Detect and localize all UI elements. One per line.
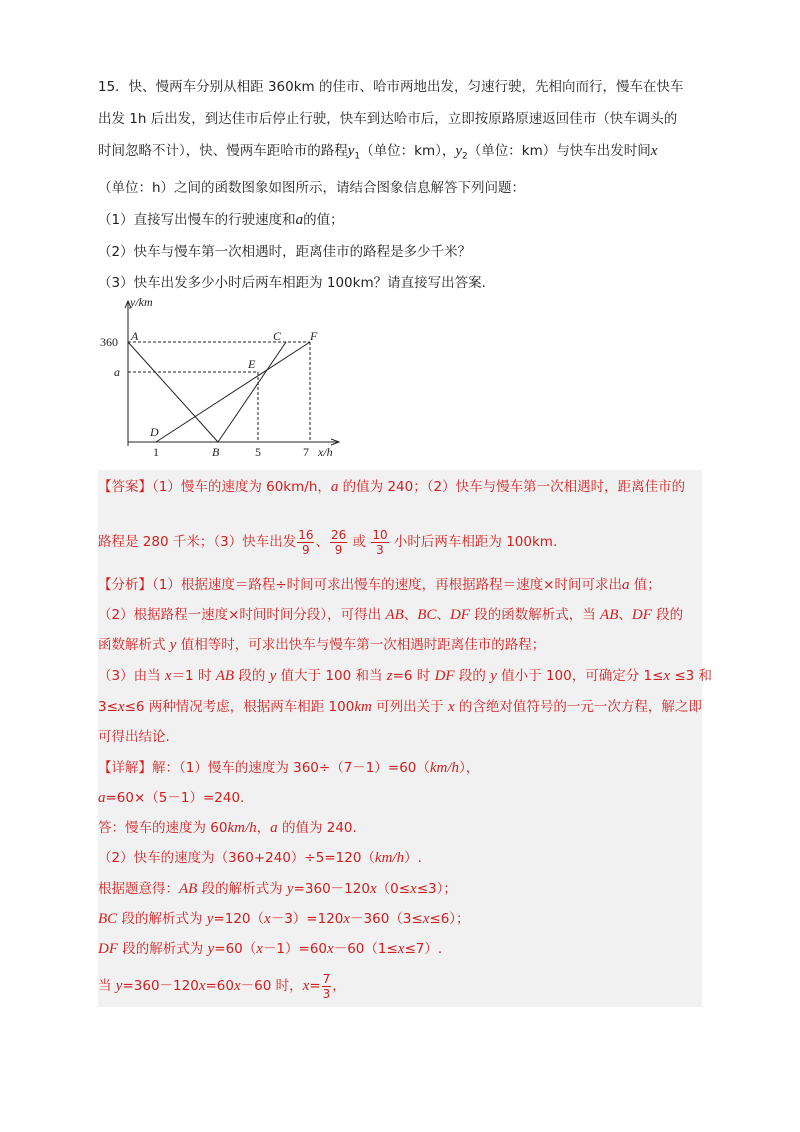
text: （1）慢车的速度为 60km/h，: [152, 479, 331, 495]
x-tick-1: 1: [153, 445, 159, 459]
text: 、: [315, 534, 329, 550]
text: =360－120: [122, 978, 199, 994]
question-line-2: 出发 1h 后出发，到达佳市后停止行驶，快车到达哈市后，立即按原路原速返回佳市（快车调头的: [98, 110, 678, 127]
point-A: A: [131, 329, 139, 343]
var: x: [369, 881, 377, 897]
answer-tag: 【答案】: [98, 479, 152, 495]
unit: km/h: [429, 760, 460, 776]
var: x: [422, 911, 430, 927]
detail-line-7: [98, 939, 442, 959]
var: DF: [98, 941, 118, 957]
question-block: [98, 72, 702, 300]
text: 的值；: [303, 211, 344, 228]
fraction-7-3: [322, 972, 332, 1001]
var: x: [397, 941, 405, 957]
var: BC: [98, 911, 118, 927]
y-axis-label: y/km: [130, 295, 153, 309]
var: x: [447, 699, 455, 715]
point-B: B: [212, 445, 220, 459]
question-line-6: （2）快车与慢车第一次相遇时，距离佳市的路程是多少千米？: [98, 243, 472, 260]
y-tick-360: 360: [100, 335, 118, 349]
y-tick-a: a: [114, 365, 120, 379]
answer-line-1: [98, 477, 685, 497]
text: 3≤: [98, 699, 118, 715]
text: 当: [98, 978, 116, 994]
text: 或: [348, 534, 371, 550]
x-axis-label: x/h: [318, 445, 333, 459]
text: （单位：km）与快车出发时间: [467, 142, 651, 159]
text: ≤7）.: [404, 941, 443, 957]
text: －60（1≤: [333, 941, 398, 957]
point-E: E: [248, 357, 256, 371]
text: （单位：km），: [360, 142, 456, 159]
var: x: [117, 699, 125, 715]
denominator: 3: [322, 986, 331, 1001]
text: 值小于 100，可确定分 1≤: [496, 668, 664, 684]
analysis-line-2: [98, 605, 683, 625]
function-graph: [100, 295, 358, 462]
text: 路程是 280 千米；（3）快车出发: [98, 534, 297, 550]
denominator: 9: [334, 542, 343, 557]
var-a: a: [295, 211, 304, 228]
text: 小时后两车相距为 100km.: [389, 534, 558, 550]
text: =60: [205, 978, 234, 994]
text: －60 时，: [240, 978, 303, 994]
sub-2: 2: [462, 151, 468, 162]
text: 、: [403, 607, 418, 623]
x-tick-5: 5: [255, 445, 261, 459]
text: （1）直接写出慢车的行驶速度和: [98, 211, 296, 228]
unit: km/h: [227, 820, 257, 836]
analysis-line-5: [98, 697, 702, 717]
point-F: F: [310, 329, 318, 343]
text: （2）根据路程一速度×时间时间分段），可得出: [98, 607, 386, 623]
var: x: [343, 911, 351, 927]
text: 值；: [629, 577, 661, 593]
var: DF: [434, 668, 455, 684]
question-line-1: 15．快、慢两车分别从相距 360km 的佳市、哈市两地出发，匀速行驶，先相向而行，慢车在快车: [98, 79, 684, 95]
sub-1: 1: [354, 151, 361, 162]
var: y: [207, 941, 215, 957]
var: BC: [417, 607, 437, 623]
text: ≤3）；: [416, 881, 457, 897]
text: =60×（5－1）=240.: [105, 790, 245, 806]
detail-line-2: [98, 788, 244, 808]
var: x: [234, 978, 241, 994]
unit: km/h: [374, 850, 405, 866]
analysis-line-1: [98, 575, 661, 595]
text: 、: [618, 607, 632, 623]
fraction-26-9: [330, 528, 347, 557]
text: ≤6）；: [429, 911, 470, 927]
text: 的含绝对值符号的一元一次方程，解之即: [454, 699, 702, 715]
var: y: [115, 978, 123, 994]
var: y: [490, 668, 497, 684]
text: 解：（1）慢车的速度为 360÷（7－1）=60（: [152, 760, 430, 776]
var-a: a: [330, 479, 339, 495]
text: 可列出关于: [371, 699, 448, 715]
var: z: [386, 668, 393, 684]
point-C: C: [273, 329, 282, 343]
question-line-5: [98, 205, 702, 237]
question-line-3: [98, 136, 702, 173]
detail-line-8: [98, 968, 346, 1004]
var: y: [269, 668, 277, 684]
question-line-7: （3）快车出发多少小时后两车相距为 100km？请直接写出答案.: [98, 275, 486, 292]
denominator: 3: [376, 542, 384, 557]
text: （0≤: [376, 881, 411, 897]
text: =120（: [213, 911, 265, 927]
text: 段的解析式为: [117, 911, 207, 927]
numerator: 7: [322, 971, 331, 986]
detail-line-6: [98, 909, 470, 929]
fraction-10-3: [371, 528, 388, 557]
segment-AB: [128, 342, 218, 442]
point-D: D: [150, 425, 159, 439]
text: 值相等时，可求出快车与慢车第一次相遇时距离佳市的路程；: [176, 637, 546, 653]
numerator: 16: [298, 527, 314, 542]
text: ），: [459, 760, 480, 776]
var: y: [286, 881, 294, 897]
text: 、: [436, 607, 450, 623]
var: x: [264, 911, 271, 927]
var: x: [302, 978, 310, 994]
text: ≤3 和: [670, 668, 713, 684]
var: a: [98, 790, 106, 806]
analysis-line-4: [98, 666, 712, 686]
var: DF: [631, 607, 652, 623]
x-tick-7: 7: [303, 445, 309, 459]
text: =360－120: [293, 881, 370, 897]
var-x: x: [650, 142, 658, 159]
numerator: 10: [372, 527, 388, 542]
var: x: [663, 668, 671, 684]
text: ≤6 两种情况考虑，根据两车相距 100: [124, 699, 355, 715]
var-y2: y: [455, 142, 463, 159]
denominator: 9: [302, 542, 310, 557]
var: AB: [179, 881, 198, 897]
detail-tag: 【详解】: [98, 760, 152, 776]
text: 段的解析式为: [118, 941, 208, 957]
text: 的值为 240；（2）快车与慢车第一次相遇时，距离佳市的: [338, 479, 686, 495]
text: ，: [332, 978, 346, 994]
answer-line-2: [98, 522, 557, 562]
text: （1）根据速度＝路程÷时间可求出慢车的速度，再根据路程＝速度×时间可求出: [152, 577, 622, 593]
numerator: 26: [330, 527, 347, 542]
var: AB: [600, 607, 619, 623]
text: =6 时: [392, 668, 435, 684]
text: =: [309, 978, 321, 994]
var: x: [410, 881, 417, 897]
text: 段的解析式为: [197, 881, 287, 897]
detail-line-1: [98, 758, 479, 778]
var: x: [164, 668, 172, 684]
text: 答：慢车的速度为 60: [98, 820, 228, 836]
text: 的值为 240.: [277, 820, 357, 836]
answer-block: [98, 470, 713, 1007]
text: ，: [256, 820, 271, 836]
analysis-line-6: 可得出结论.: [98, 729, 170, 745]
question-line-4: （单位：h）之间的函数图象如图所示，请结合图象信息解答下列问题：: [98, 180, 526, 197]
text: 时间忽略不计），快、慢两车距哈市的路程: [98, 142, 348, 159]
text: 根据题意得：: [98, 881, 179, 897]
detail-line-4: [98, 848, 422, 868]
segment-DF: [156, 342, 310, 442]
var: x: [327, 941, 334, 957]
text: －360（3≤: [350, 911, 423, 927]
analysis-tag: 【分析】: [98, 577, 152, 593]
var: a: [270, 820, 278, 836]
var: x: [256, 941, 263, 957]
var: y: [169, 637, 177, 653]
var: a: [621, 577, 630, 593]
detail-line-5: [98, 879, 457, 899]
text: －1）=60: [262, 941, 328, 957]
var: AB: [385, 607, 404, 623]
unit: km: [354, 699, 372, 715]
text: （3）由当: [98, 668, 165, 684]
var: DF: [449, 607, 470, 623]
text: 值大于 100 和当: [276, 668, 387, 684]
text: 段的: [234, 668, 270, 684]
var: x: [198, 978, 206, 994]
detail-line-3: [98, 818, 357, 838]
var: y: [206, 911, 214, 927]
text: =60（: [214, 941, 257, 957]
text: 函数解析式: [98, 637, 170, 653]
fraction-16-9: [297, 528, 314, 557]
text: ＝1 时: [171, 668, 216, 684]
text: （2）快车的速度为（360+240）÷5=120（: [98, 850, 375, 866]
text: ）.: [404, 850, 422, 866]
var-y1: y: [347, 142, 355, 159]
text: －3）=120: [270, 911, 344, 927]
text: 段的: [454, 668, 491, 684]
analysis-line-3: [98, 635, 545, 655]
text: 段的函数解析式，当: [469, 607, 601, 623]
var: AB: [215, 668, 235, 684]
text: 段的: [651, 607, 684, 623]
